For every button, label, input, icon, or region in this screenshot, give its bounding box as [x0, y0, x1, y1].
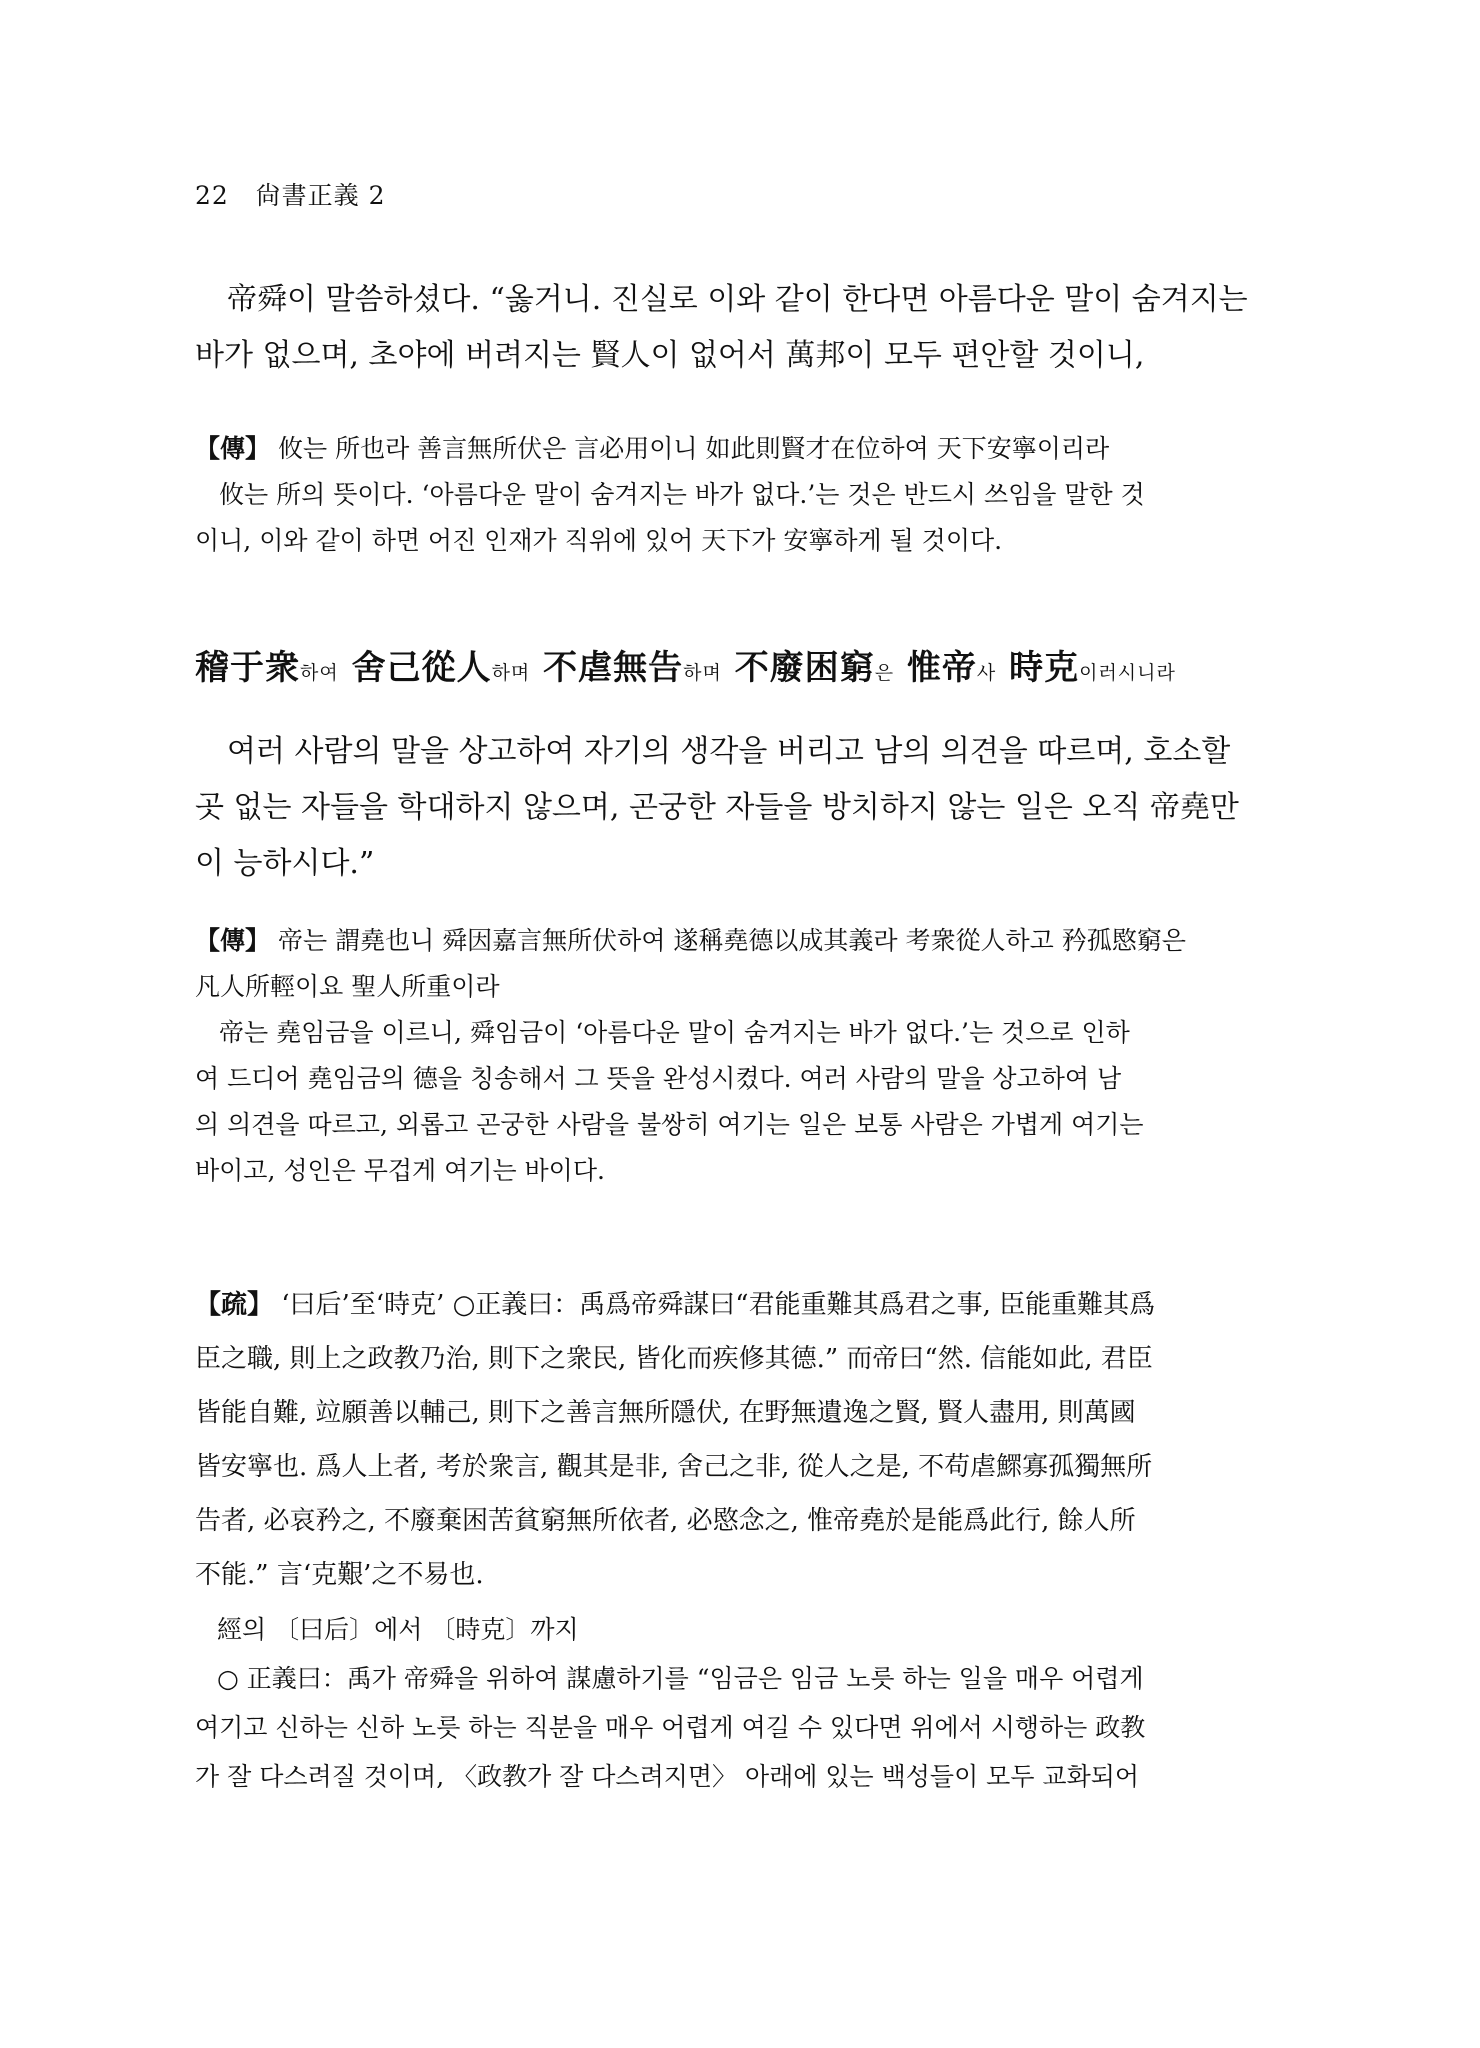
translation-paragraph-1: [195, 272, 1280, 384]
text-line: 바가 없으며, 초야에 버려지는 賢人이 없어서 萬邦이 모두 편안할 것이니,: [195, 338, 1145, 373]
commentary-tag: 【傳】: [195, 926, 271, 955]
text-line: 이니, 이와 같이 하면 어진 인재가 직위에 있어 天下가 安寧하게 될 것이다.: [195, 526, 1003, 555]
scripture-particle: 하며: [683, 662, 722, 684]
scripture-phrase: 不虐無告: [543, 648, 684, 688]
subcommentary-tag: 【疏】: [195, 1290, 274, 1320]
book-title: 尙書正義 2: [255, 181, 386, 210]
scripture-phrase: 稽于衆: [195, 648, 300, 688]
scripture-phrase: 不廢困窮: [734, 648, 875, 688]
text-line: 여 드디어 堯임금의 德을 칭송해서 그 뜻을 완성시켰다. 여러 사람의 말을 상고하여 남: [195, 1064, 1122, 1093]
page-number: 22: [195, 181, 229, 210]
scripture-particle: 하며: [491, 662, 531, 684]
text-line: 攸는 所의 뜻이다. ‘아름다운 말이 숨겨지는 바가 없다.’는 것은 반드시 쓰임을 말한 것: [219, 480, 1145, 509]
scripture-particle: 이러시니라: [1079, 662, 1176, 684]
scripture-phrase: 時克: [1009, 648, 1080, 688]
scripture-particle: 은: [874, 662, 895, 684]
text-line: 여러 사람의 말을 상고하여 자기의 생각을 버리고 남의 의견을 따르며, 호소할: [227, 734, 1231, 769]
text-line: 帝舜이 말씀하셨다. “옳거니. 진실로 이와 같이 한다면 아름다운 말이 숨겨지는: [227, 282, 1248, 317]
subcommentary-translation: [195, 1605, 1280, 1801]
commentary-source-text: 凡人所輕이요 聖人所重이라: [195, 972, 500, 1001]
commentary-source-text: 攸는 所也라 善言無所伏은 言必用이니 如此則賢才在位하여 天下安寧이리라: [277, 434, 1110, 463]
text-line: 告者, 必哀矜之, 不廢棄困苦貧窮無所依者, 必愍念之, 惟帝堯於是能爲此行, 餘人所: [195, 1506, 1136, 1536]
text-line: 이 능하시다.”: [195, 846, 375, 881]
scripture-phrase: 舍己從人: [351, 648, 492, 688]
subcommentary-first-line: [195, 1278, 1280, 1332]
text-line: 곳 없는 자들을 학대하지 않으며, 곤궁한 자들을 방치하지 않는 일은 오직 帝堯만: [195, 790, 1239, 825]
text-line: 의 의견을 따르고, 외롭고 곤궁한 사람을 불쌍히 여기는 일은 보통 사람은 가볍게 여기는: [195, 1110, 1144, 1139]
text-line: 바이고, 성인은 무겁게 여기는 바이다.: [195, 1156, 605, 1185]
commentary-source-text: 帝는 謂堯也니 舜因嘉言無所伏하여 遂稱堯德以成其義라 考衆從人하고 矜孤愍窮은: [277, 926, 1186, 955]
commentary-block-2: [195, 918, 1280, 1194]
text-line: 여기고 신하는 신하 노릇 하는 직분을 매우 어렵게 여길 수 있다면 위에서 시행하는 政教: [195, 1713, 1146, 1742]
scripture-particle: 사: [976, 662, 997, 684]
commentary-source: [195, 918, 1280, 964]
text-line: 不能.” 言‘克艱’之不易也.: [195, 1560, 484, 1590]
text-line: 가 잘 다스려질 것이며, 〈政教가 잘 다스려지면〉 아래에 있는 백성들이 모두 교화되어: [195, 1762, 1140, 1791]
subcommentary-block: [195, 1278, 1280, 1602]
commentary-block-1: [195, 426, 1280, 564]
scripture-phrase: 惟帝: [906, 648, 977, 688]
text-line: ‘曰后’至‘時克’ ○正義曰：禹爲帝舜謀曰“君能重難其爲君之事, 臣能重難其爲: [281, 1290, 1156, 1320]
translation-paragraph-2: [195, 724, 1280, 892]
text-line: 皆安寧也. 爲人上者, 考於衆言, 觀其是非, 舍己之非, 從人之是, 不苟虐鰥寡孤獨無所: [195, 1452, 1153, 1482]
text-line: 帝는 堯임금을 이르니, 舜임금이 ‘아름다운 말이 숨겨지는 바가 없다.’는 것으로 인하: [219, 1018, 1130, 1047]
text-line: 皆能自難, 竝願善以輔己, 則下之善言無所隱伏, 在野無遺逸之賢, 賢人盡用, 則萬國: [195, 1398, 1136, 1428]
text-line: ○ 正義曰：禹가 帝舜을 위하여 謀慮하기를 “임금은 임금 노릇 하는 일을 매우 어렵게: [217, 1664, 1144, 1693]
commentary-source: [195, 426, 1280, 472]
scripture-line: [195, 640, 1280, 689]
scripture-particle: 하여: [300, 662, 339, 684]
section-heading: 經의 〔曰后〕에서 〔時克〕까지: [217, 1615, 579, 1644]
commentary-tag: 【傳】: [195, 434, 271, 463]
running-header: [195, 176, 386, 212]
text-line: 臣之職, 則上之政教乃治, 則下之衆民, 皆化而疾修其德.” 而帝曰“然. 信能如此, 君臣: [195, 1344, 1153, 1374]
